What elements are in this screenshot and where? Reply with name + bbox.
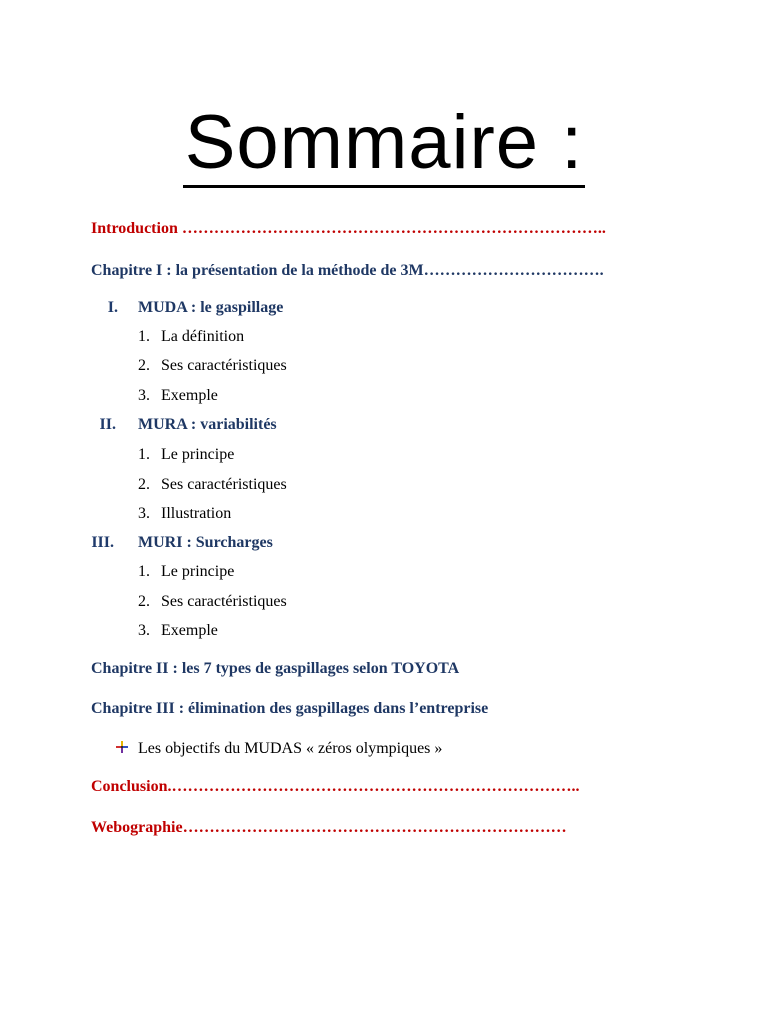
section-3-numeral: III. xyxy=(91,534,114,551)
page-title xyxy=(0,98,768,188)
toc-chapter-1 xyxy=(91,262,604,280)
toc-chapter-3 xyxy=(91,700,488,718)
toc-introduction: Introduction …………………………………………………………………….. xyxy=(91,220,606,237)
chapter-1-label: Chapitre I : xyxy=(91,262,176,279)
chapter-1-text: la présentation de la méthode de 3M……………………………. xyxy=(175,262,604,279)
list-item: 3. Exemple xyxy=(138,622,218,639)
toc-conclusion: Conclusion.………………………………………………………………….. xyxy=(91,778,580,795)
toc-chapter-2 xyxy=(91,660,459,678)
chapter-3-text: élimination des gaspillages dans l’entreprise xyxy=(188,700,489,717)
four-color-diamond-bullet-icon xyxy=(116,741,128,753)
page-title-text: Sommaire : xyxy=(183,101,586,188)
section-1-title: MUDA : le gaspillage xyxy=(138,299,284,316)
list-item: 3. Illustration xyxy=(138,505,232,522)
chapter-3-label: Chapitre III : xyxy=(91,700,189,717)
toc-webographie: Webographie……………………………………………………………… xyxy=(91,819,567,836)
section-1-numeral: I. xyxy=(107,299,118,316)
list-item: 3. Exemple xyxy=(138,387,218,404)
list-item: 1. Le principe xyxy=(138,446,235,463)
chapter-2-label: Chapitre II : xyxy=(91,660,182,677)
section-2-numeral: II. xyxy=(99,416,116,433)
list-item: 2. Ses caractéristiques xyxy=(138,476,287,493)
chapter-3-bullet-item: Les objectifs du MUDAS « zéros olympiques » xyxy=(138,740,443,757)
list-item: 2. Ses caractéristiques xyxy=(138,593,287,610)
list-item: 1. Le principe xyxy=(138,563,235,580)
list-item: 1. La définition xyxy=(138,328,245,345)
list-item: 2. Ses caractéristiques xyxy=(138,357,287,374)
section-2-title: MURA : variabilités xyxy=(138,416,277,433)
section-3-title: MURI : Surcharges xyxy=(138,534,273,551)
chapter-2-text: les 7 types de gaspillages selon TOYOTA xyxy=(181,660,460,677)
